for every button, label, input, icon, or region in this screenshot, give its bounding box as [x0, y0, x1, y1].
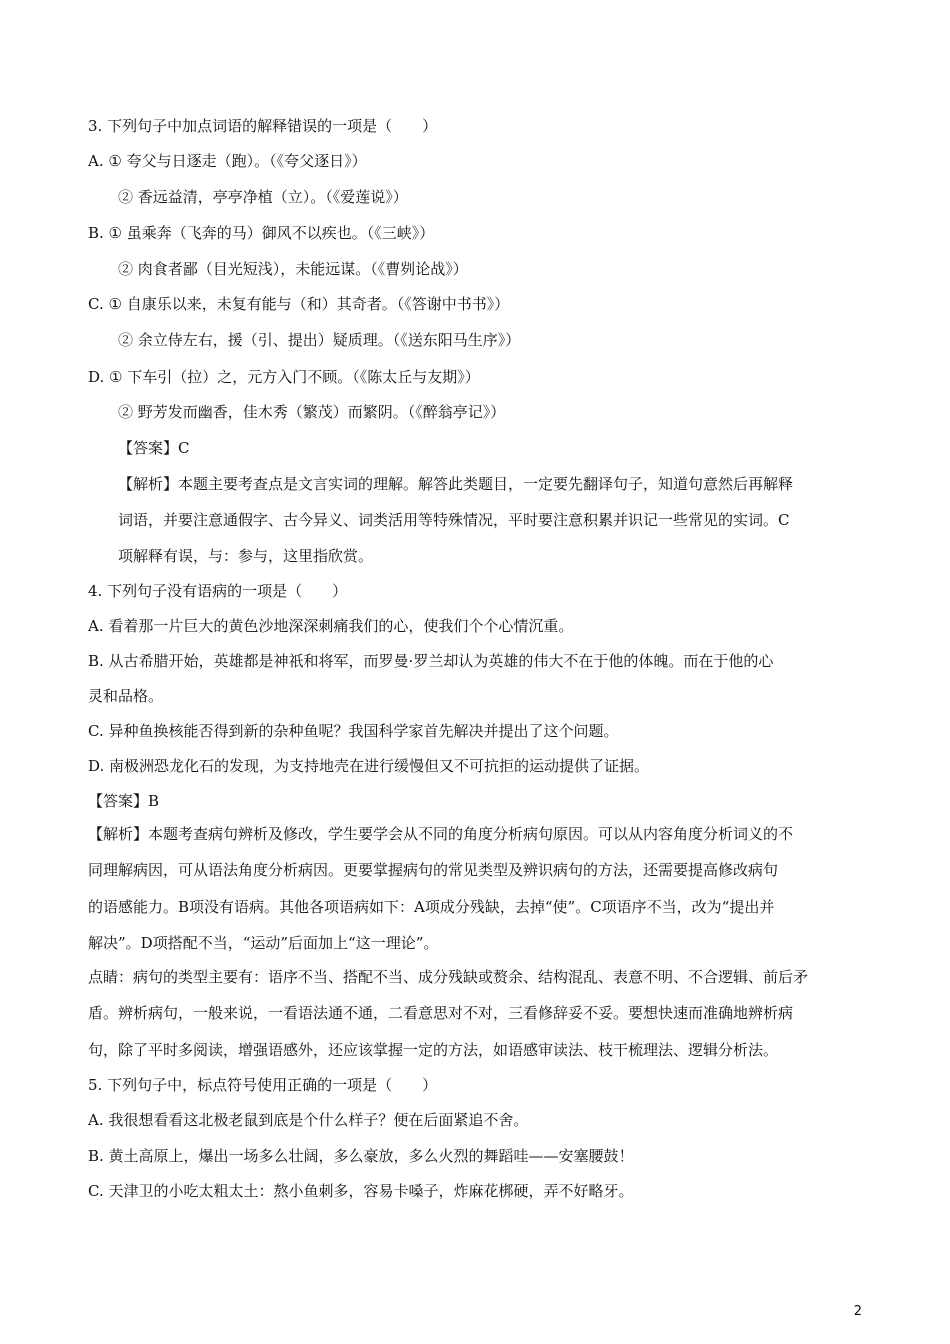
q3-stem: 3. 下列句子中加点词语的解释错误的一项是（ ）: [88, 117, 438, 135]
q4-option-c: C. 异种鱼换核能否得到新的杂种鱼呢？我国科学家首先解决并提出了这个问题。: [88, 722, 619, 740]
q3-option-b1: B. ① 虽乘奔（飞奔的马）御风不以疾也。（《三峡》）: [88, 224, 435, 242]
q3-option-c2: ② 余立侍左右，援（引、提出）疑质理。（《送东阳马生序》）: [118, 331, 521, 349]
q4-tip-line-1: 点睛：病句的类型主要有：语序不当、搭配不当、成分残缺或赘余、结构混乱、表意不明、不合逻辑、前后矛: [88, 968, 809, 986]
q5-stem: 5. 下列句子中，标点符号使用正确的一项是（ ）: [88, 1076, 438, 1094]
q3-analysis-line-3: 项解释有误，与：参与，这里指欣赏。: [118, 547, 374, 565]
q4-answer: 【答案】B: [88, 792, 160, 810]
q5-option-c: C. 天津卫的小吃太粗太土：熬小鱼刺多，容易卡嗓子，炸麻花梆硬，弄不好略牙。: [88, 1182, 634, 1200]
q3-option-d1: D. ① 下车引（拉）之，元方入门不顾。（《陈太丘与友期》）: [88, 368, 480, 386]
q3-answer: 【答案】C: [118, 439, 190, 457]
q4-option-b-line-2: 灵和品格。: [88, 687, 164, 705]
q4-analysis-line-4: 解决”。D项搭配不当，“运动”后面加上“这一理论”。: [88, 934, 439, 952]
q4-tip-line-3: 句，除了平时多阅读，增强语感外，还应该掌握一定的方法，如语感审读法、枝干梳理法、逻辑分析法。: [88, 1041, 779, 1059]
q3-analysis-line-1: 【解析】本题主要考查点是文言实词的理解。解答此类题目，一定要先翻译句子，知道句意然后再解释: [118, 475, 794, 493]
q4-option-a: A. 看着那一片巨大的黄色沙地深深刺痛我们的心，使我们个个心情沉重。: [88, 617, 574, 635]
page-number: 2: [853, 1304, 862, 1319]
q4-stem: 4. 下列句子没有语病的一项是（ ）: [88, 582, 348, 600]
q3-option-c1: C. ① 自康乐以来，未复有能与（和）其奇者。（《答谢中书书》）: [88, 295, 510, 313]
q3-analysis-line-2: 词语，并要注意通假字、古今异义、词类活用等特殊情况，平时要注意积累并识记一些常见的实词。C: [118, 511, 790, 529]
q4-option-b-line-1: B. 从古希腊开始，英雄都是神祇和将军，而罗曼·罗兰却认为英雄的伟大不在于他的体魄。而在于他的心: [88, 652, 774, 670]
q3-option-b2: ② 肉食者鄙（目光短浅），未能远谋。（《曹刿论战》）: [118, 260, 468, 278]
q5-option-a: A. 我很想看看这北极老鼠到底是个什么样子？便在后面紧追不舍。: [88, 1111, 529, 1129]
q4-analysis-line-3: 的语感能力。B项没有语病。其他各项语病如下：A项成分残缺，去掉“使”。C项语序不当，改为“提出并: [88, 898, 775, 916]
q4-analysis-line-1: 【解析】本题考查病句辨析及修改，学生要学会从不同的角度分析病句原因。可以从内容角度分析词义的不: [88, 825, 794, 843]
q3-option-d2: ② 野芳发而幽香，佳木秀（繁茂）而繁阴。（《醉翁亭记》）: [118, 403, 506, 421]
q4-tip-line-2: 盾。辨析病句，一般来说，一看语法通不通，二看意思对不对，三看修辞妥不妥。要想快速而准确地辨析病: [88, 1004, 794, 1022]
q5-option-b: B. 黄土高原上，爆出一场多么壮阔，多么豪放，多么火烈的舞蹈哇——安塞腰鼓！: [88, 1147, 634, 1165]
q4-option-d: D. 南极洲恐龙化石的发现，为支持地壳在进行缓慢但又不可抗拒的运动提供了证据。: [88, 757, 650, 775]
q4-analysis-line-2: 同理解病因，可从语法角度分析病因。更要掌握病句的常见类型及辨识病句的方法，还需要提高修改病句: [88, 861, 779, 879]
q3-option-a2: ② 香远益清，亭亭净植（立）。（《爱莲说》）: [118, 188, 408, 206]
q3-option-a1: A. ① 夸父与日逐走（跑）。（《夸父逐日》）: [88, 152, 367, 170]
